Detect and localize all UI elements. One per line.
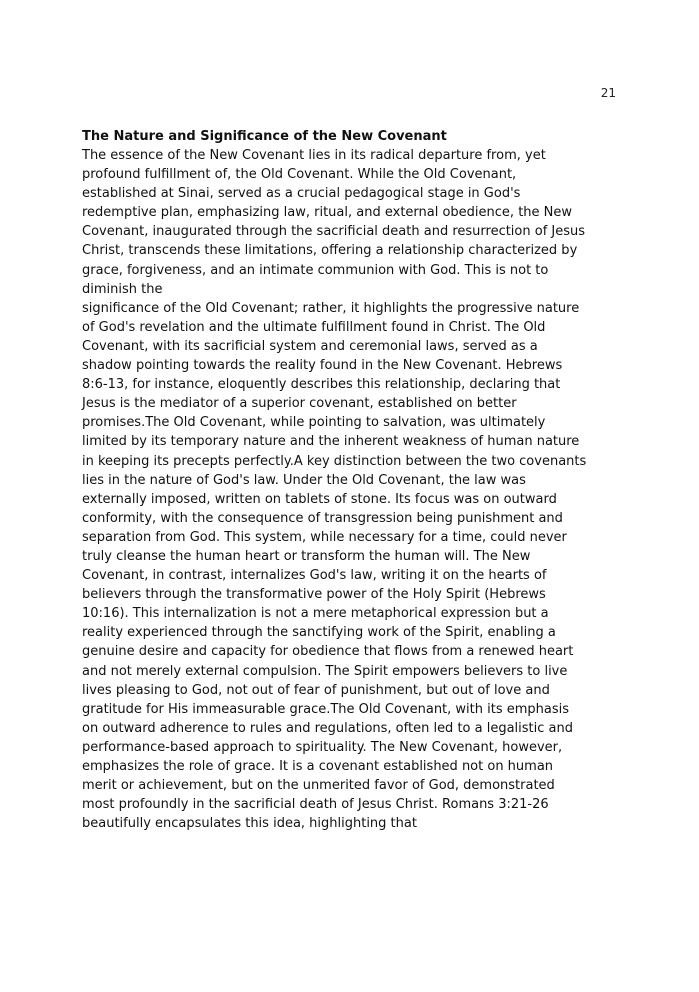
body-line: redemptive plan, emphasizing law, ritual, and external obedience, the New <box>82 205 573 221</box>
body-line: beautifully encapsulates this idea, highlighting that <box>82 816 417 832</box>
body-line: of God's revelation and the ultimate fulfillment found in Christ. The Old <box>82 319 546 335</box>
body-line: externally imposed, written on tablets of stone. Its focus was on outward <box>82 491 557 507</box>
section-heading: The Nature and Significance of the New Covenant <box>82 129 447 144</box>
body-line: lies in the nature of God's law. Under the Old Covenant, the law was <box>82 472 526 488</box>
body-line: reality experienced through the sanctifying work of the Spirit, enabling a <box>82 625 556 641</box>
body-line: believers through the transformative power of the Holy Spirit (Hebrews <box>82 587 546 603</box>
body-line: gratitude for His immeasurable grace.The Old Covenant, with its emphasis <box>82 701 570 717</box>
body-line: emphasizes the role of grace. It is a covenant established not on human <box>82 759 554 774</box>
body-line: profound fulfillment of, the Old Covenant. While the Old Covenant, <box>82 167 517 183</box>
body-line: diminish the <box>82 281 163 297</box>
body-line: 10:16). This internalization is not a mere metaphorical expression but a <box>82 606 549 622</box>
body-line: and not merely external compulsion. The Spirit empowers believers to live <box>82 663 568 679</box>
body-line: separation from God. This system, while necessary for a time, could never <box>82 529 567 545</box>
body-line: truly cleanse the human heart or transform the human will. The New <box>82 548 531 564</box>
body-line: Covenant, with its sacrificial system and ceremonial laws, served as a <box>82 338 538 354</box>
body-line: conformity, with the consequence of transgression being punishment and <box>82 510 563 526</box>
body-line: grace, forgiveness, and an intimate communion with God. This is not to <box>82 262 549 278</box>
body-line: Covenant, inaugurated through the sacrificial death and resurrection of Jesus <box>82 224 586 240</box>
body-line: lives pleasing to God, not out of fear of punishment, but out of love and <box>82 682 550 698</box>
body-line: genuine desire and capacity for obedience that flows from a renewed heart <box>82 644 574 660</box>
section <box>82 127 622 833</box>
body-line: in keeping its precepts perfectly.A key distinction between the two covenants <box>82 453 587 469</box>
body-line: The essence of the New Covenant lies in its radical departure from, yet <box>82 148 546 163</box>
body-line: performance-based approach to spirituality. The New Covenant, however, <box>82 739 563 755</box>
body-line: Jesus is the mediator of a superior covenant, established on better <box>82 396 517 412</box>
body-line: on outward adherence to rules and regulations, often led to a legalistic and <box>82 720 573 736</box>
body-line: significance of the Old Covenant; rather, it highlights the progressive nature <box>82 300 580 316</box>
section-body <box>82 146 622 833</box>
body-line: 8:6-13, for instance, eloquently describes this relationship, declaring that <box>82 377 561 393</box>
body-line: shadow pointing towards the reality found in the New Covenant. Hebrews <box>82 358 563 374</box>
body-line: Christ, transcends these limitations, offering a relationship characterized by <box>82 243 578 259</box>
body-line: Covenant, in contrast, internalizes God's law, writing it on the hearts of <box>82 568 547 584</box>
page-number: 21 <box>600 86 616 100</box>
body-line: most profoundly in the sacrificial death of Jesus Christ. Romans 3:21-26 <box>82 797 549 813</box>
body-line: established at Sinai, served as a crucial pedagogical stage in God's <box>82 186 521 202</box>
body-line: merit or achievement, but on the unmerited favor of God, demonstrated <box>82 778 555 794</box>
body-line: promises.The Old Covenant, while pointing to salvation, was ultimately <box>82 415 546 431</box>
body-line: limited by its temporary nature and the inherent weakness of human nature <box>82 434 580 450</box>
